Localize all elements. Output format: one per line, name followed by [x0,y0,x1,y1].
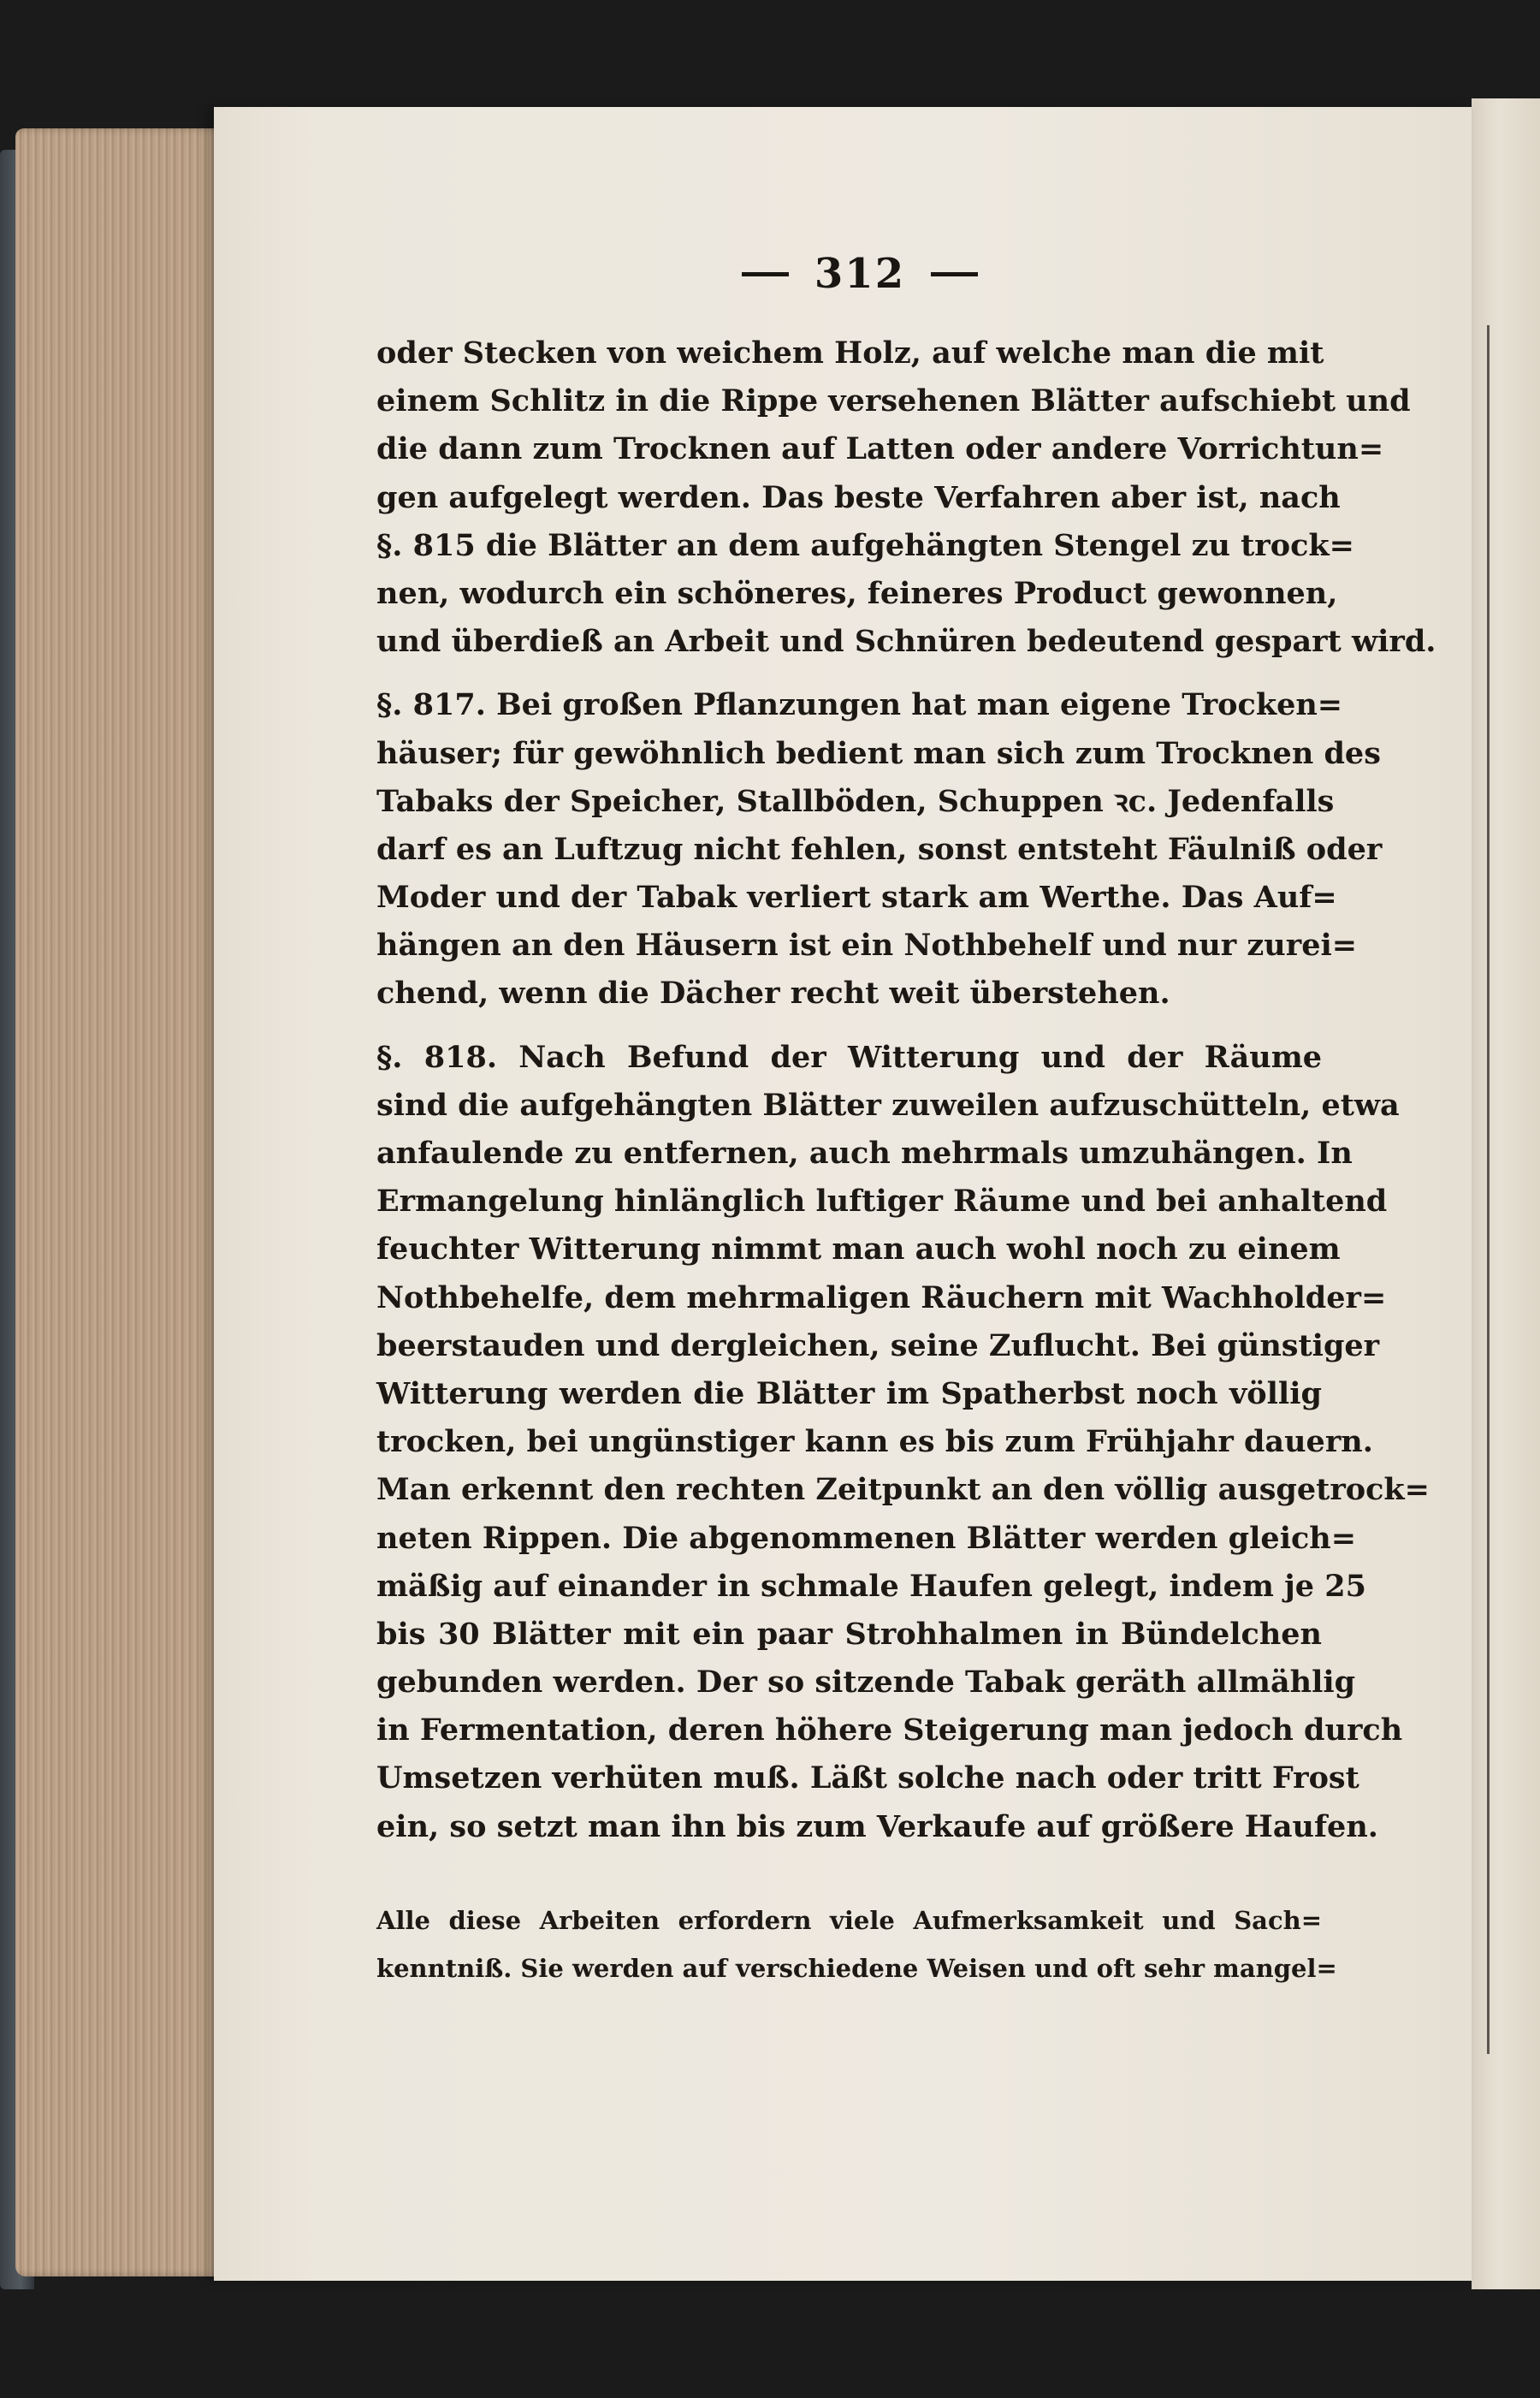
header-dash-right [931,272,978,276]
text-line: Moder und der Tabak verliert stark am Werthe. Das Auf= [376,880,1337,916]
paragraph-3 [376,1034,1430,1851]
text-line: feuchter Witterung nimmt man auch wohl noch zu einem [376,1232,1341,1267]
text-line: mäßig auf einander in schmale Haufen gelegt, indem je 25 [376,1568,1366,1604]
text-line: Ermangelung hinlänglich luftiger Räume und bei anhaltend [376,1184,1388,1220]
text-line: gen aufgelegt werden. Das beste Verfahren aber ist, nach [376,479,1341,515]
text-line: anfaulende zu entfernen, auch mehrmals umzuhängen. In [376,1136,1353,1171]
text-line: in Fermentation, deren höhere Steigerung man jedoch durch [376,1712,1403,1748]
text-line: ein, so setzt man ihn bis zum Verkaufe auf größere Haufen. [376,1808,1378,1844]
page-number: 312 [814,250,906,298]
text-line: bis 30 Blätter mit ein paar Strohhalmen in Bündelchen [376,1616,1322,1652]
text-line: die dann zum Trocknen auf Latten oder andere Vorrichtun= [376,431,1384,467]
text-line: oder Stecken von weichem Holz, auf welche man die mit [376,335,1324,371]
text-line: sind die aufgehängten Blätter zuweilen aufzuschütteln, etwa [376,1087,1400,1123]
text-line: neten Rippen. Die abgenommenen Blätter werden gleich= [376,1520,1357,1556]
gutter-line [1487,325,1490,2054]
text-line: §. 815 die Blätter an dem aufgehängten Stengel zu trock= [376,527,1354,563]
text-line: Nothbehelfe, dem mehrmaligen Räuchern mit Wachholder= [376,1279,1387,1315]
text-line: nen, wodurch ein schöneres, feineres Product gewonnen, [376,575,1338,611]
body-text [376,329,1436,1867]
page-stack-edge [15,128,229,2276]
text-line: Man erkennt den rechten Zeitpunkt an den völlig ausgetrock= [376,1472,1430,1508]
text-line: beerstauden und dergleichen, seine Zuflucht. Bei günstiger [376,1327,1380,1363]
text-line: darf es an Luftzug nicht fehlen, sonst entsteht Fäulniß oder [376,831,1383,867]
text-line: Witterung werden die Blätter im Spatherbst noch völlig [376,1375,1322,1411]
note-line: Alle diese Arbeiten erfordern viele Aufmerksamkeit und Sach= [376,1906,1322,1935]
text-line: und überdieß an Arbeit und Schnüren bedeutend gespart wird. [376,624,1436,660]
text-line: chend, wenn die Dächer recht weit überstehen. [376,976,1170,1012]
facing-page-edge [1472,98,1540,2289]
header-dash-left [742,272,789,276]
text-line: §. 817. Bei großen Pflanzungen hat man eigene Trocken= [376,687,1343,723]
text-line: hängen an den Häusern ist ein Nothbehelf und nur zurei= [376,928,1358,964]
text-line: häuser; für gewöhnlich bedient man sich zum Trocknen des [376,735,1381,771]
small-print-note [376,1896,1337,1991]
text-line: Umsetzen verhüten muß. Läßt solche nach oder tritt Frost [376,1760,1359,1796]
text-line: einem Schlitz in die Rippe versehenen Blätter aufschiebt und [376,383,1411,419]
paragraph-2 [376,681,1383,1018]
text-line: Tabaks der Speicher, Stallböden, Schuppen ꝛc. Jedenfalls [376,783,1335,819]
note-line: kenntniß. Sie werden auf verschiedene Weisen und oft sehr mangel= [376,1954,1337,1984]
text-line: gebunden werden. Der so sitzende Tabak geräth allmählig [376,1665,1356,1701]
paragraph-1 [376,329,1436,666]
page-header [732,244,988,304]
text-line: trocken, bei ungünstiger kann es bis zum Frühjahr dauern. [376,1424,1373,1460]
text-line: §. 818. Nach Befund der Witterung und der Räume [376,1039,1322,1075]
